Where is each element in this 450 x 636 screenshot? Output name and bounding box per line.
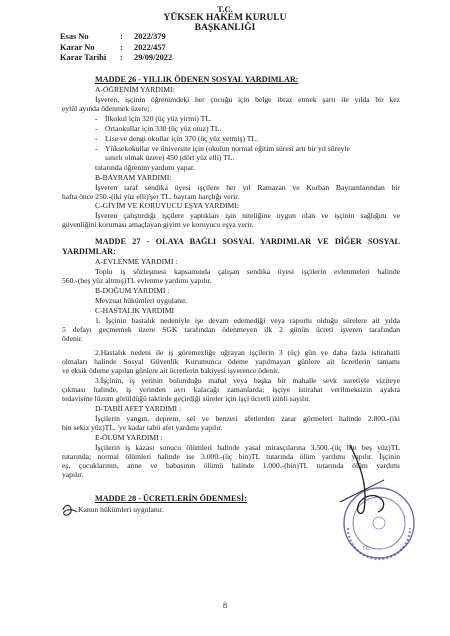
paragraph: İşçilerin iş kazası sonucu ölümleri halinde yasal mirasçılarına 3.500.-(üç bin beş yüz)TL: [95, 443, 400, 452]
paragraph: Kanun hükümleri uygulanır.: [78, 505, 164, 514]
header-subtitle: BAŞKANLIĞI: [194, 23, 256, 33]
paragraph: yapılır.: [62, 470, 84, 479]
paragraph: güvenliğini koruması amaçlayan giyim ve koruyucu eşya verir.: [62, 220, 254, 229]
list-item: - Ortaokullar için 330 (üç yüz otuz) TL.: [105, 125, 221, 133]
paragraph: 2.Hastalık nedeni ile iş göremezliğe uğrayan işçilerin 3 (üç) gün ve daha fazla istirahatli: [95, 348, 400, 357]
article-26-title: MADDE 26 - YILLIK ÖDENEN SOSYAL YARDIMLAR:: [95, 75, 299, 84]
initials-signature-icon: [60, 500, 80, 520]
meta-karar: Karar No : 2022/457: [60, 42, 166, 52]
paragraph: İşveren çalıştırdığı işçilere yaptıkları işin niteliğine uygun olan ve işçinin sağlığını ve: [95, 211, 400, 220]
paragraph: tedavisine lüzum görüldüğü taktirde geçirdiği süreler için işçi ücretli izinli sayılır.: [62, 394, 311, 403]
header-title: YÜKSEK HAKEM KURULU: [163, 13, 287, 23]
header-tc: T.C.: [217, 4, 233, 14]
paragraph: hafta önce 250.-(iki yüz elli)'şer TL. bayram harçlığı verir.: [62, 192, 240, 201]
paragraph: eş, çocuklarının, anne ve babasının ölümü halinde 1.000.-(bin)TL tutarında ölüm yardımı: [62, 461, 400, 470]
paragraph: 3.İşçinin, iş yerinin bulunduğu mahal veya başka bir mahalle sevk suretiyle viziteye: [95, 376, 400, 385]
paragraph: 1. İşçinin hastalık nedeniyle işe devam edemediği veya raporlu olduğu sürelere ait yılda: [95, 316, 400, 325]
paragraph: ödenir.: [62, 334, 83, 343]
paragraph: tutarında; normal ölümleri halinde ise 3.000.-(üç bin)TL tutarında ölüm yardımı yapılır. İşçinin: [62, 452, 400, 461]
page-number: 8: [223, 601, 227, 610]
paragraph: Toplu iş sözleşmesi kapsamında çalışan sendika üyesi işçilerin evlenmeleri halinde: [95, 267, 400, 276]
section-a-title: A-ÖĞRENİM YARDIMI:: [95, 85, 175, 94]
list-item: - Yüksekokullar ve üniversite için (okulun normal eğitim süresi artı bir yıl süreyle: [105, 145, 350, 153]
list-item: - İlkokul için 320 (üç yüz yirmi) TL.: [105, 115, 212, 123]
paragraph: çıkması halinde, iş yerinden ayrı kalacağı zamanlarda; işçiye istirahat verilmeksizin ayakta: [62, 385, 400, 394]
paragraph: Mevzuat hükümleri uygulanır.: [95, 296, 188, 305]
section-b-title: B-DOĞUM YARDIMI :: [95, 286, 170, 295]
case-meta: [60, 32, 172, 64]
paragraph: bin sekiz yüz)TL. 'ye kadar tabii afet yardımı yapılır.: [62, 423, 223, 432]
paragraph: İşveren taraf sendika üyesi işçilere her yıl Ramazan ve Kurban Bayramlarından bir: [95, 183, 400, 192]
paragraph: İşçilerin yangın, deprem, sel ve benzeri afetlerden zarar görmeleri halinde 2.800.-(iki: [95, 414, 400, 423]
paragraph: ve eksik ödeme yapılan günlere ait ücretlerin bakiyesi işverence ödenir.: [62, 366, 280, 375]
section-c-title: C-HASTALIK YARDIMI: [95, 306, 175, 315]
paragraph: olmaları halinde Sosyal Güvenlik Kurumunca ödeme yapılmayan günlere ait ücretlerin tamamı: [62, 357, 400, 366]
paragraph: eylül ayında ödenmek üzere;: [62, 104, 150, 113]
article-27-title-cont: YARDIMLAR:: [62, 247, 116, 256]
paragraph: 560.-(beş yüz altmış)TL evlenme yardımı yapılır.: [62, 276, 212, 285]
paragraph: 5 defayı geçmemek üzere SGK tarafından ödenmeyen ilk 2 günün ücreti işveren tarafından: [62, 325, 400, 334]
section-a-title: A-EVLENME YARDIMI :: [95, 257, 178, 266]
section-c-title: C-GİYİM VE KORUYUCU EŞYA YARDIMI:: [95, 201, 239, 210]
list-item: - Lise ve dengi okullar için 370 (üç yüz yetmiş) TL.: [105, 135, 258, 143]
paragraph: tutarında öğrenim yardımı yapar.: [95, 163, 195, 172]
section-d-title: D-TABİİ AFET YARDIMI :: [95, 404, 182, 413]
section-b-title: B-BAYRAM YARDIMI:: [95, 173, 172, 182]
paragraph: İşveren, işçinin öğrenimdeki her çocuğu için belge ibraz etmek şartı ile yılda bir kez: [95, 95, 400, 104]
meta-tarih: Karar Tarihi : 29/09/2022: [60, 53, 173, 62]
article-27-title: MADDE 27 - OLAYA BAĞLI SOSYAL YARDIMLAR VE DİĞER SOSYAL: [95, 237, 400, 246]
article-28-title: MADDE 28 - ÜCRETLERİN ÖDENMESİ:: [95, 494, 247, 503]
list-item-continued: sınırlı olmak üzere) 450 (dört yüz elli) TL.: [105, 153, 235, 162]
meta-esas: Esas No : 2022/379: [60, 32, 166, 41]
handwritten-signature-icon: [320, 440, 400, 520]
svg-text:T.C.: T.C.: [362, 546, 371, 552]
section-e-title: E-ÖLÜM YARDIMI :: [95, 433, 163, 442]
